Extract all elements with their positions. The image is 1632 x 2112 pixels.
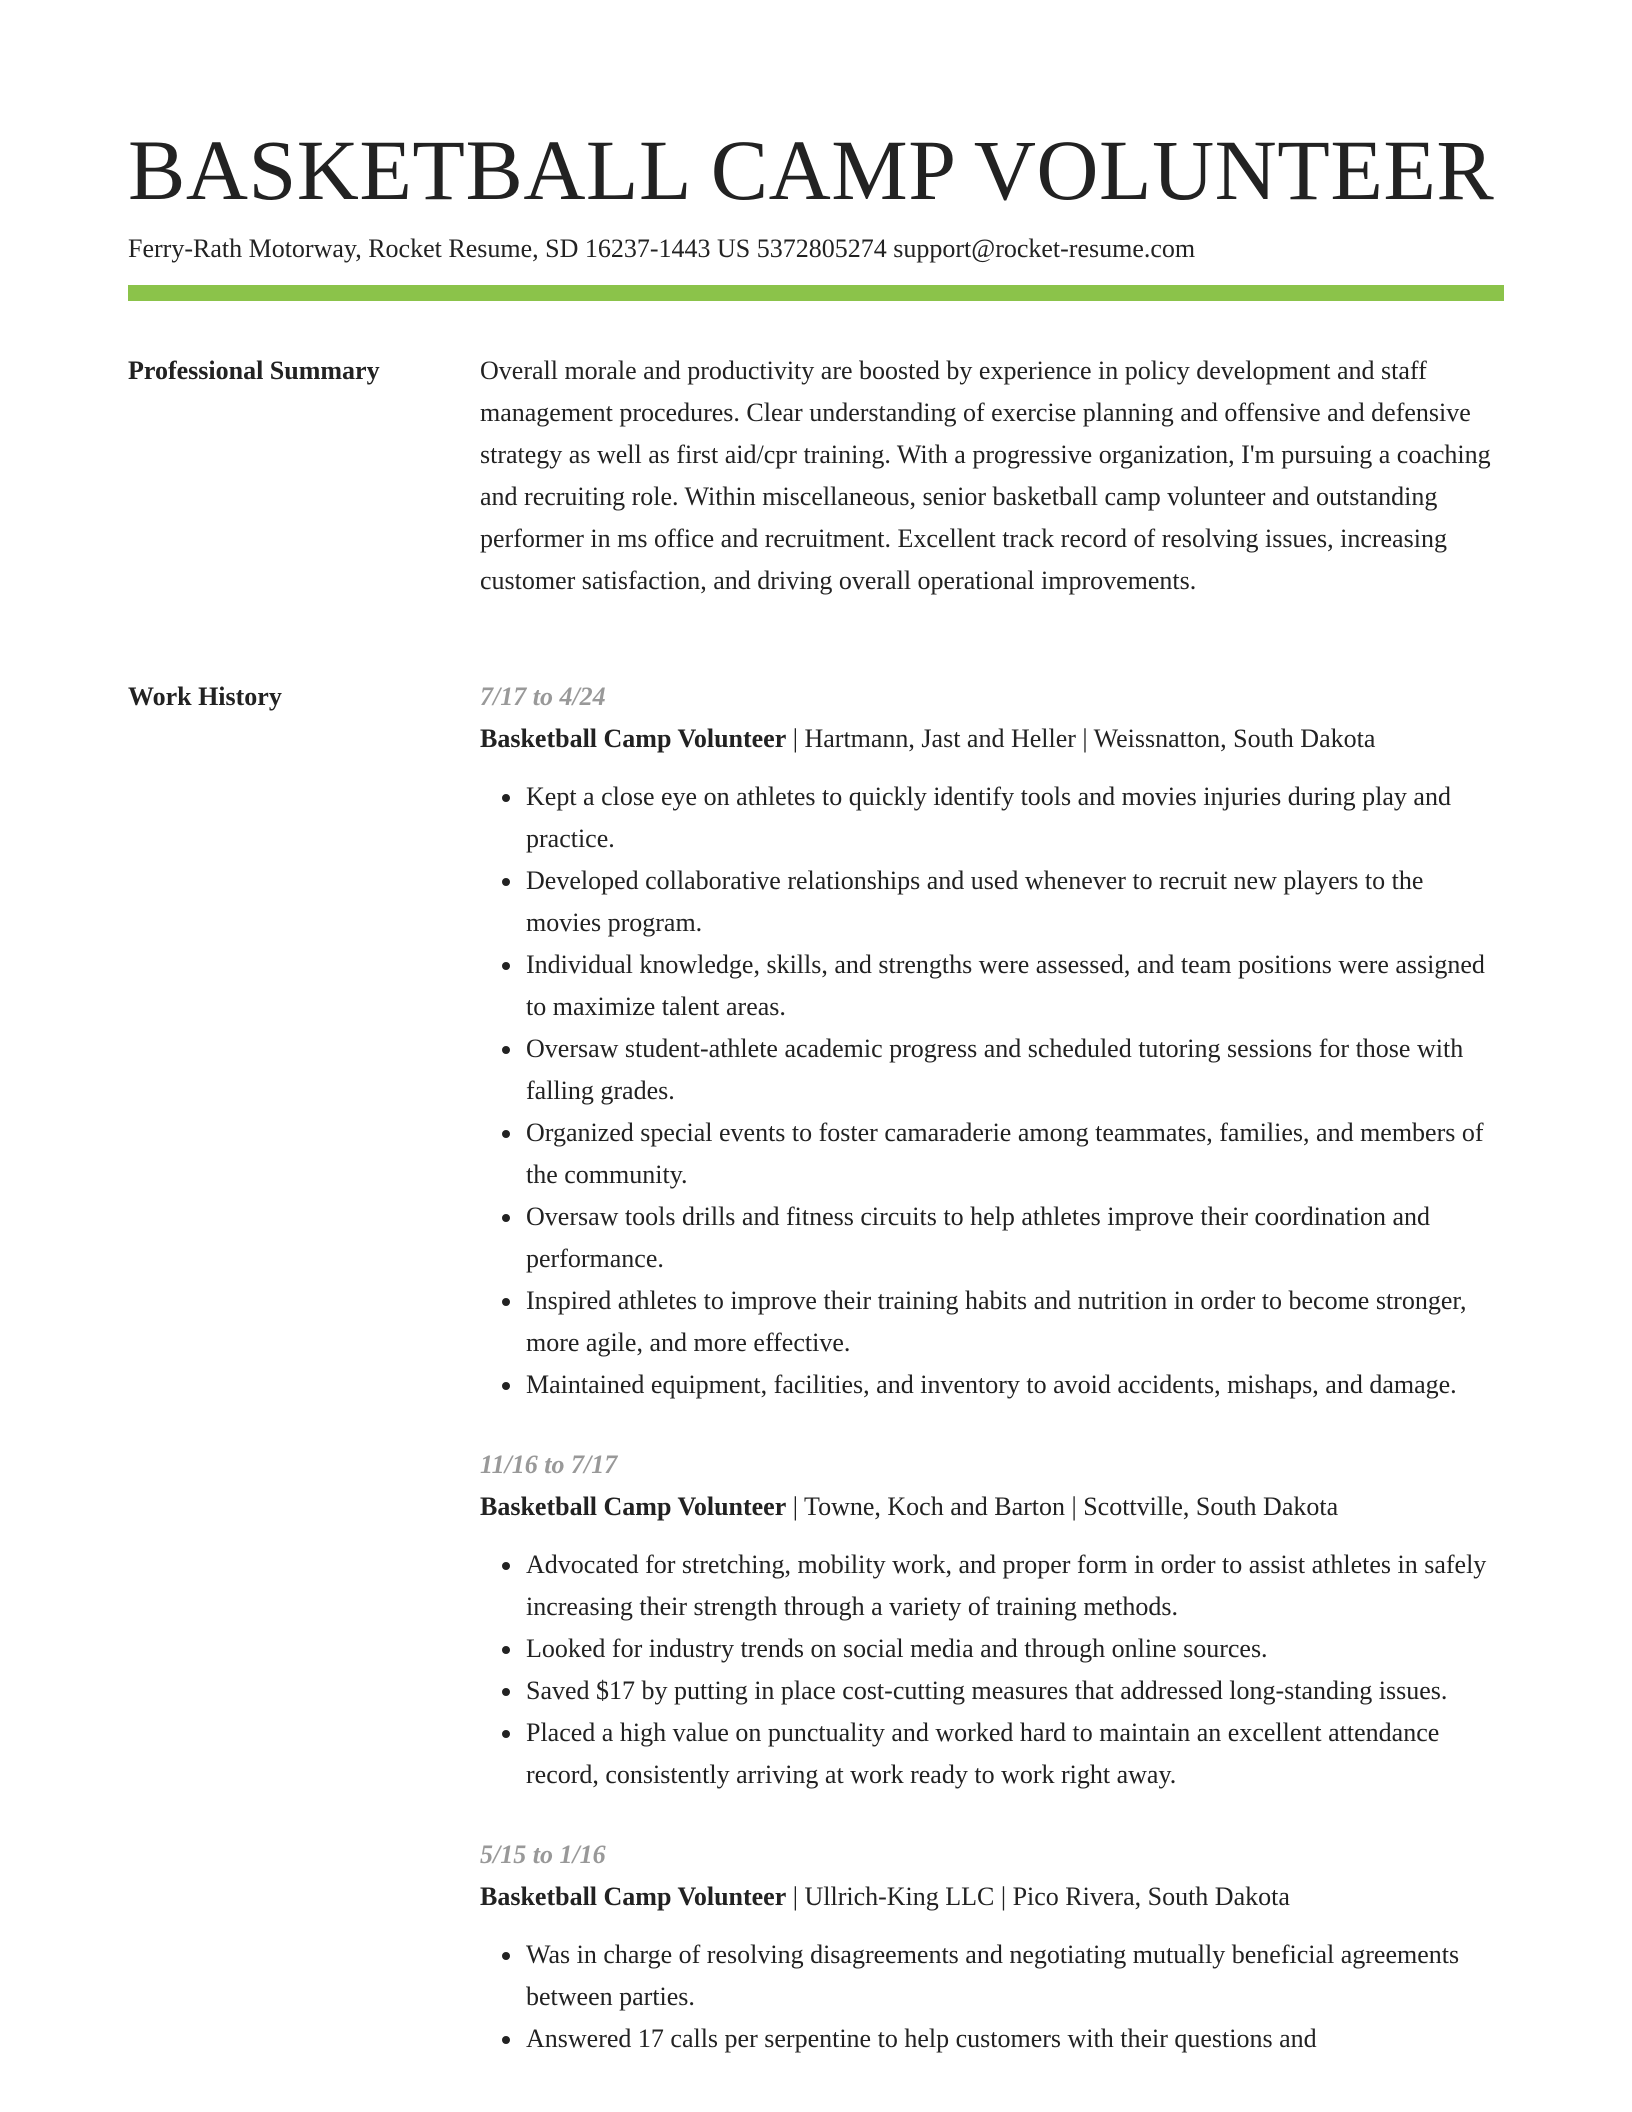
bullet-item: • Kept a close eye on athletes to quickly identify tools and movies injuries during play and practice.: [524, 776, 1504, 860]
bullet-item: • Saved $17 by putting in place cost-cutting measures that addressed long-standing issues.: [524, 1670, 1504, 1712]
work-history-body: [480, 676, 1504, 2098]
job-heading: [480, 718, 1504, 760]
bullet-item: • Organized special events to foster camaraderie among teammates, families, and members of the community.: [524, 1112, 1504, 1196]
job-entry: [480, 1444, 1504, 1796]
bullet-item: • Was in charge of resolving disagreements and negotiating mutually beneficial agreements between parties.: [524, 1934, 1504, 2018]
job-title: Basketball Camp Volunteer: [480, 724, 787, 753]
bullet-item: • Inspired athletes to improve their training habits and nutrition in order to become stronger, more agile, and more effective.: [524, 1280, 1504, 1364]
job-details: | Hartmann, Jast and Heller | Weissnatton, South Dakota: [786, 724, 1376, 753]
bullet-item: • Placed a high value on punctuality and worked hard to maintain an excellent attendance record, consistently arriving at work ready to work right away.: [524, 1712, 1504, 1796]
job-details: | Ullrich-King LLC | Pico Rivera, South Dakota: [786, 1882, 1290, 1911]
job-details: | Towne, Koch and Barton | Scottville, South Dakota: [786, 1492, 1339, 1521]
bullet-item: • Maintained equipment, facilities, and inventory to avoid accidents, mishaps, and damage.: [524, 1364, 1504, 1406]
summary-body: [480, 350, 1504, 602]
resume-name: BASKETBALL CAMP VOLUNTEER: [128, 122, 1495, 218]
job-dates: 7/17 to 4/24: [480, 682, 606, 711]
bullet-item: • Oversaw tools drills and fitness circuits to help athletes improve their coordination and performance.: [524, 1196, 1504, 1280]
job-heading: [480, 1876, 1504, 1918]
resume-page: [128, 0, 1504, 2112]
job-bullets: [480, 1934, 1504, 2060]
bullet-item: • Developed collaborative relationships and used whenever to recruit new players to the movies program.: [524, 860, 1504, 944]
bullet-item: • Oversaw student-athlete academic progress and scheduled tutoring sessions for those with falling grades.: [524, 1028, 1504, 1112]
job-dates: 5/15 to 1/16: [480, 1840, 606, 1869]
header-divider: [128, 285, 1504, 301]
job-title: Basketball Camp Volunteer: [480, 1492, 787, 1521]
job-entry: [480, 1834, 1504, 2060]
summary-text: Overall morale and productivity are boosted by experience in policy development and staff management procedures. Clear understanding of exercise planning and offensive and defensive strategy as well as first aid/cpr training. With a progressive organization, I'm pursuing a coaching and recruiting role. Within miscellaneous, senior basketball camp volunteer and outstanding performer in ms office and recruitment. Excellent track record of resolving issues, increasing customer satisfaction, and driving overall operational improvements.: [480, 356, 1491, 595]
job-entry: [480, 676, 1504, 1406]
bullet-item: • Advocated for stretching, mobility work, and proper form in order to assist athletes in safely increasing their strength through a variety of training methods.: [524, 1544, 1504, 1628]
job-bullets: [480, 776, 1504, 1406]
bullet-item: • Answered 17 calls per serpentine to help customers with their questions and: [524, 2018, 1504, 2060]
bullet-item: • Individual knowledge, skills, and strengths were assessed, and team positions were assigned to maximize talent areas.: [524, 944, 1504, 1028]
bullet-item: • Looked for industry trends on social media and through online sources.: [524, 1628, 1504, 1670]
section-label-work: Work History: [128, 682, 282, 711]
job-bullets: [480, 1544, 1504, 1796]
job-dates: 11/16 to 7/17: [480, 1450, 618, 1479]
job-heading: [480, 1486, 1504, 1528]
contact-info: Ferry-Rath Motorway, Rocket Resume, SD 16237-1443 US 5372805274 support@rocket-resume.com: [128, 234, 1196, 263]
job-title: Basketball Camp Volunteer: [480, 1882, 787, 1911]
section-label-summary: Professional Summary: [128, 356, 380, 385]
